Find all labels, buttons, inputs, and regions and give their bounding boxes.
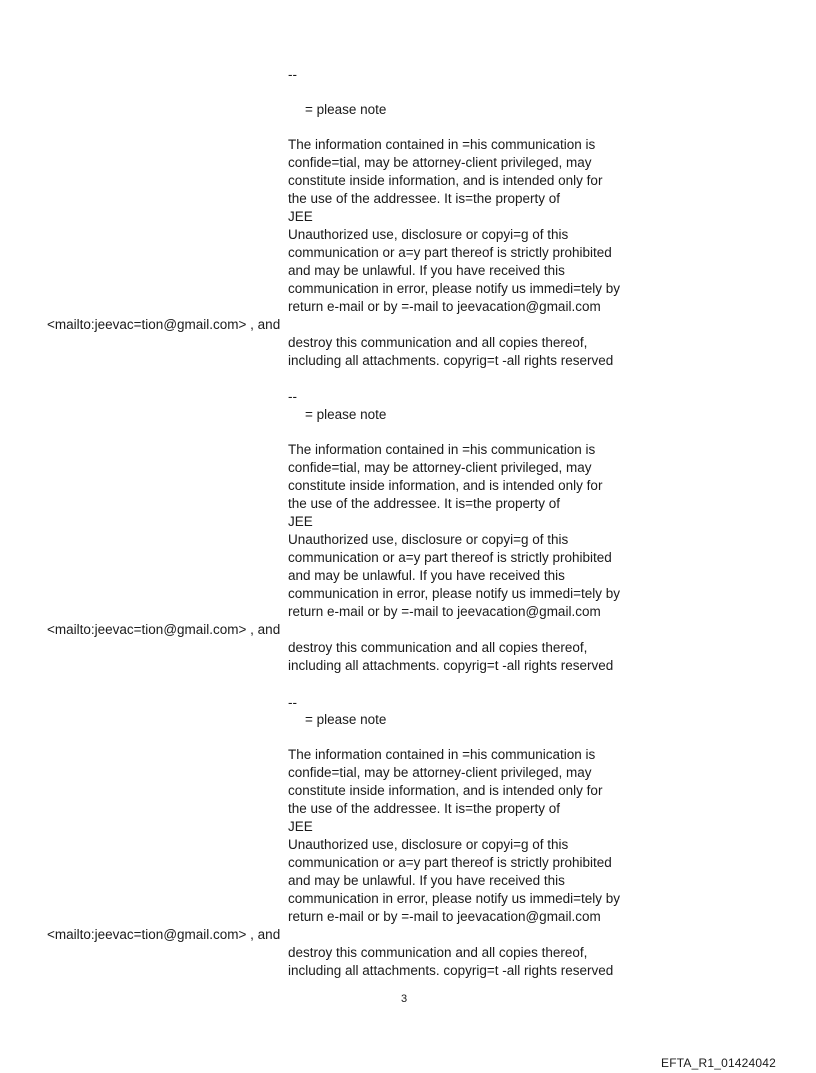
body-line: including all attachments. copyrig=t -all rights reserved — [288, 963, 614, 978]
body-line: confide=tial, may be attorney-client privileged, may — [288, 765, 592, 780]
separator-dashes: -- — [288, 389, 297, 404]
body-line: Unauthorized use, disclosure or copyi=g of this — [288, 837, 569, 852]
body-line: The information contained in =his communication is — [288, 747, 596, 762]
body-line: JEE — [288, 514, 313, 529]
body-line: confide=tial, may be attorney-client privileged, may — [288, 460, 592, 475]
mailto-link-text: <mailto:jeevac=tion@gmail.com> , and — [47, 317, 281, 332]
body-line: return e-mail or by =-mail to jeevacation@gmail.com — [288, 909, 601, 924]
body-line: and may be unlawful. If you have received this — [288, 263, 565, 278]
please-note-line: = please note — [305, 407, 387, 422]
separator-dashes: -- — [288, 695, 297, 710]
body-line: return e-mail or by =-mail to jeevacation@gmail.com — [288, 299, 601, 314]
body-line: including all attachments. copyrig=t -all rights reserved — [288, 658, 614, 673]
body-line: The information contained in =his communication is — [288, 442, 596, 457]
body-line: Unauthorized use, disclosure or copyi=g of this — [288, 227, 569, 242]
body-line: including all attachments. copyrig=t -all rights reserved — [288, 353, 614, 368]
body-line: and may be unlawful. If you have received this — [288, 568, 565, 583]
body-line: destroy this communication and all copies thereof, — [288, 335, 588, 350]
body-line: destroy this communication and all copies thereof, — [288, 945, 588, 960]
document-id: EFTA_R1_01424042 — [661, 1056, 777, 1070]
body-line: communication or a=y part thereof is strictly prohibited — [288, 855, 612, 870]
body-line: communication in error, please notify us immedi=tely by — [288, 891, 621, 906]
please-note-line: = please note — [305, 102, 387, 117]
body-line: return e-mail or by =-mail to jeevacation@gmail.com — [288, 604, 601, 619]
body-line: The information contained in =his communication is — [288, 137, 596, 152]
body-line: the use of the addressee. It is=the property of — [288, 191, 561, 206]
body-line: and may be unlawful. If you have received this — [288, 873, 565, 888]
body-line: the use of the addressee. It is=the property of — [288, 496, 561, 511]
body-line: constitute inside information, and is intended only for — [288, 478, 603, 493]
separator-dashes: -- — [288, 67, 297, 82]
body-line: JEE — [288, 209, 313, 224]
please-note-line: = please note — [305, 712, 387, 727]
body-line: communication in error, please notify us immedi=tely by — [288, 281, 621, 296]
body-line: constitute inside information, and is intended only for — [288, 173, 603, 188]
mailto-link-text: <mailto:jeevac=tion@gmail.com> , and — [47, 622, 281, 637]
body-line: communication or a=y part thereof is strictly prohibited — [288, 550, 612, 565]
page-number: 3 — [401, 993, 408, 1005]
body-line: confide=tial, may be attorney-client privileged, may — [288, 155, 592, 170]
body-line: communication or a=y part thereof is strictly prohibited — [288, 245, 612, 260]
body-line: communication in error, please notify us immedi=tely by — [288, 586, 621, 601]
body-line: constitute inside information, and is intended only for — [288, 783, 603, 798]
body-line: the use of the addressee. It is=the property of — [288, 801, 561, 816]
body-line: JEE — [288, 819, 313, 834]
body-line: Unauthorized use, disclosure or copyi=g of this — [288, 532, 569, 547]
body-line: destroy this communication and all copies thereof, — [288, 640, 588, 655]
mailto-link-text: <mailto:jeevac=tion@gmail.com> , and — [47, 927, 281, 942]
